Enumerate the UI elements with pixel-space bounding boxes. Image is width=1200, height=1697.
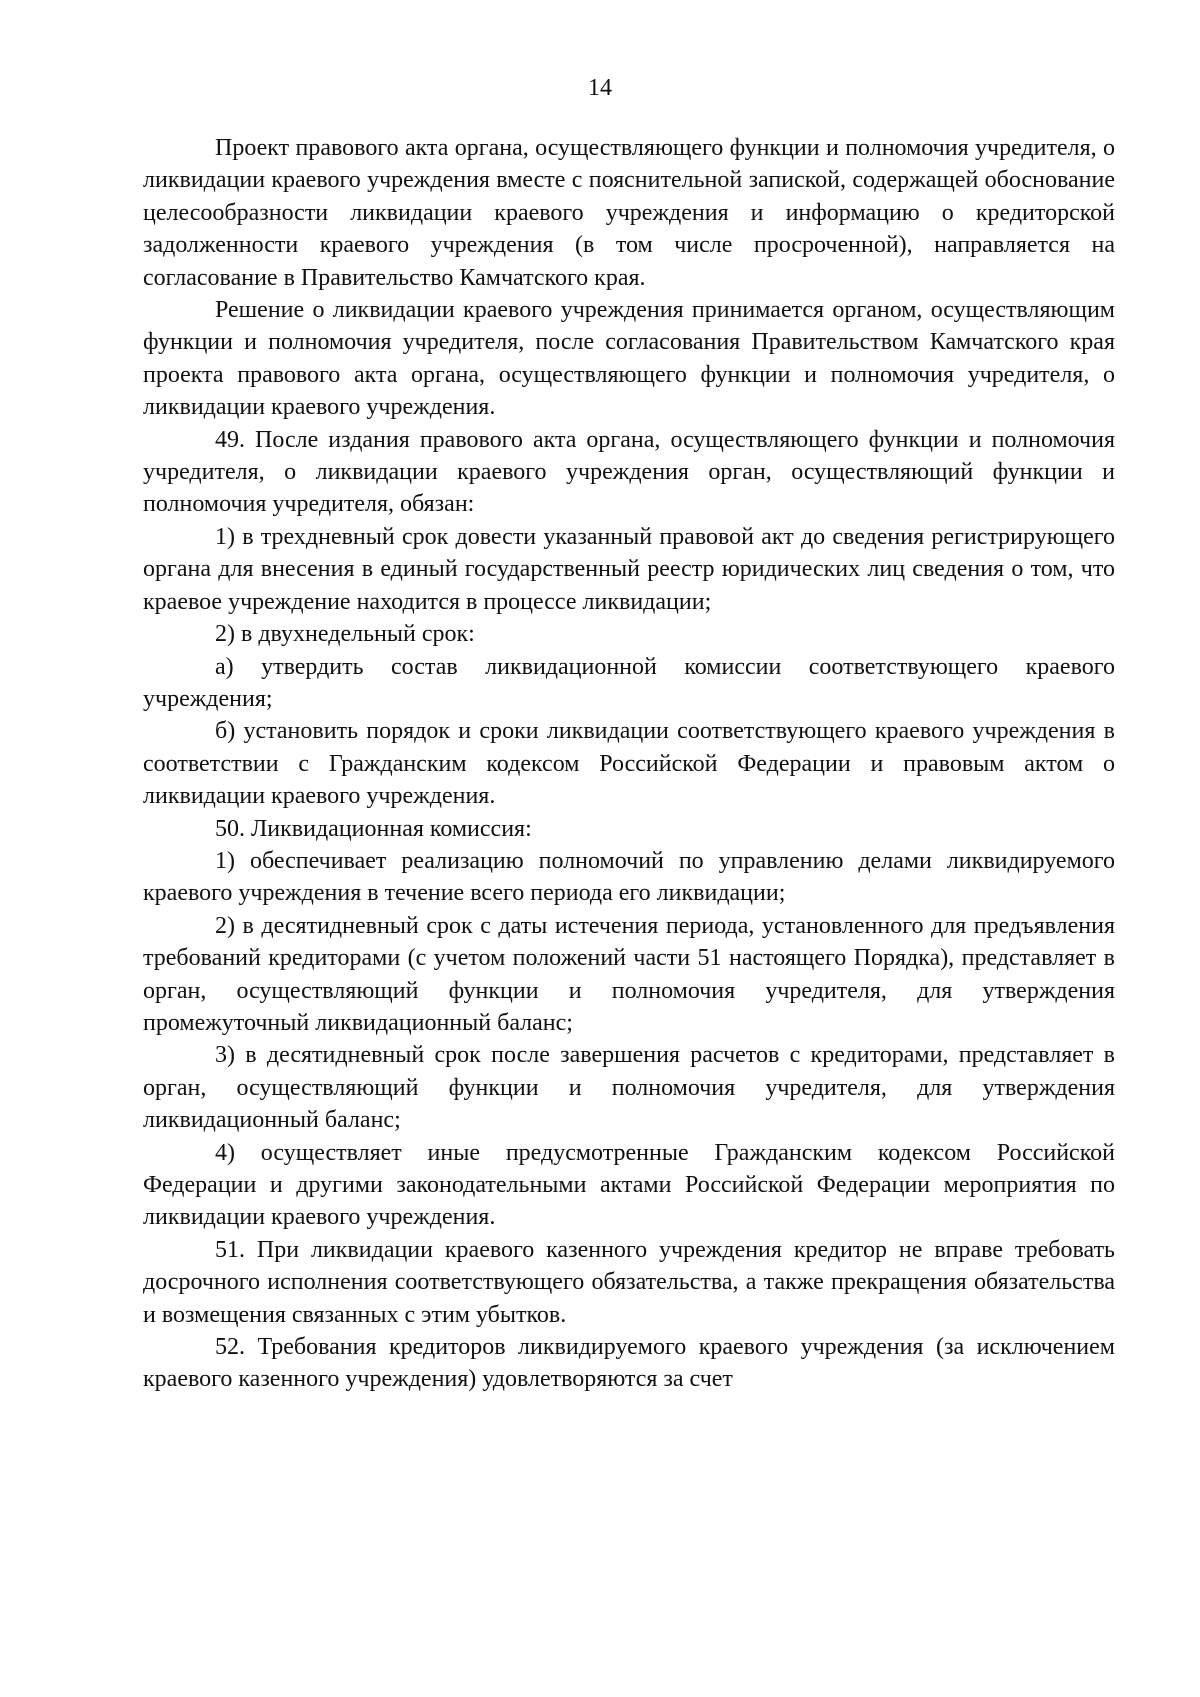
paragraph-item-49: 49. После издания правового акта органа, осуществляющего функции и полномочия учредителя, о ликвидации краевого учреждения орган, осуществляющий функции и полномочия учредителя, обязан: <box>143 426 1115 518</box>
document-body <box>143 132 1115 1396</box>
paragraph-item-51: 51. При ликвидации краевого казенного учреждения кредитор не вправе требовать досрочного исполнения соответствующего обязательства, а также прекращения обязательства и возмещения связанных с этим убытков. <box>143 1236 1115 1328</box>
paragraph-item-50-4: 4) осуществляет иные предусмотренные Гражданским кодексом Российской Федерации и другими законодательными актами Российской Федерации мероприятия по ликвидации краевого учреждения. <box>143 1139 1115 1231</box>
paragraph-item-49-1: 1) в трехдневный срок довести указанный правовой акт до сведения регистрирующего органа для внесения в единый государственный реестр юридических лиц сведения о том, что краевое учреждение находится в процессе ликвидации; <box>143 523 1115 615</box>
paragraph-item-50-3: 3) в десятидневный срок после завершения расчетов с кредиторами, представляет в орган, осуществляющий функции и полномочия учредителя, для утверждения ликвидационный баланс; <box>143 1042 1115 1134</box>
paragraph-item-50: 50. Ликвидационная комиссия: <box>215 815 532 842</box>
paragraph-project-approval: Проект правового акта органа, осуществляющего функции и полномочия учредителя, о ликвидации краевого учреждения вместе с пояснительной запиской, содержащей обоснование целесообразности ликвидации краевого учреждения и информацию о кредиторской задолженности краевого учреждения (в том числе просроченной), направляется на согласование в Правительство Камчатского края. <box>143 135 1115 291</box>
page-number: 14 <box>588 75 612 101</box>
paragraph-item-50-2: 2) в десятидневный срок с даты истечения периода, установленного для предъявления требований кредиторами (с учетом положений части 51 настоящего Порядка), представляет в орган, осуществляющий функции и полномочия учредителя, для утверждения промежуточный ликвидационный баланс; <box>143 912 1115 1036</box>
paragraph-item-52: 52. Требования кредиторов ликвидируемого краевого учреждения (за исключением краевого казенного учреждения) удовлетворяются за счет <box>143 1334 1115 1393</box>
paragraph-item-50-1: 1) обеспечивает реализацию полномочий по управлению делами ликвидируемого краевого учреждения в течение всего периода его ликвидации; <box>143 847 1115 907</box>
paragraph-item-49-2: 2) в двухнедельный срок: <box>215 621 475 648</box>
paragraph-liquidation-decision: Решение о ликвидации краевого учреждения принимается органом, осуществляющим функции и полномочия учредителя, после согласования Правительством Камчатского края проекта правового акта органа, осуществляющего функции и полномочия учредителя, о ликвидации краевого учреждения. <box>143 297 1115 421</box>
paragraph-item-49-2-a: а) утвердить состав ликвидационной комиссии соответствующего краевого учреждения; <box>143 653 1115 712</box>
paragraph-item-49-2-b: б) установить порядок и сроки ликвидации соответствующего краевого учреждения в соответствии с Гражданским кодексом Российской Федерации и правовым актом о ликвидации краевого учреждения. <box>143 718 1115 810</box>
